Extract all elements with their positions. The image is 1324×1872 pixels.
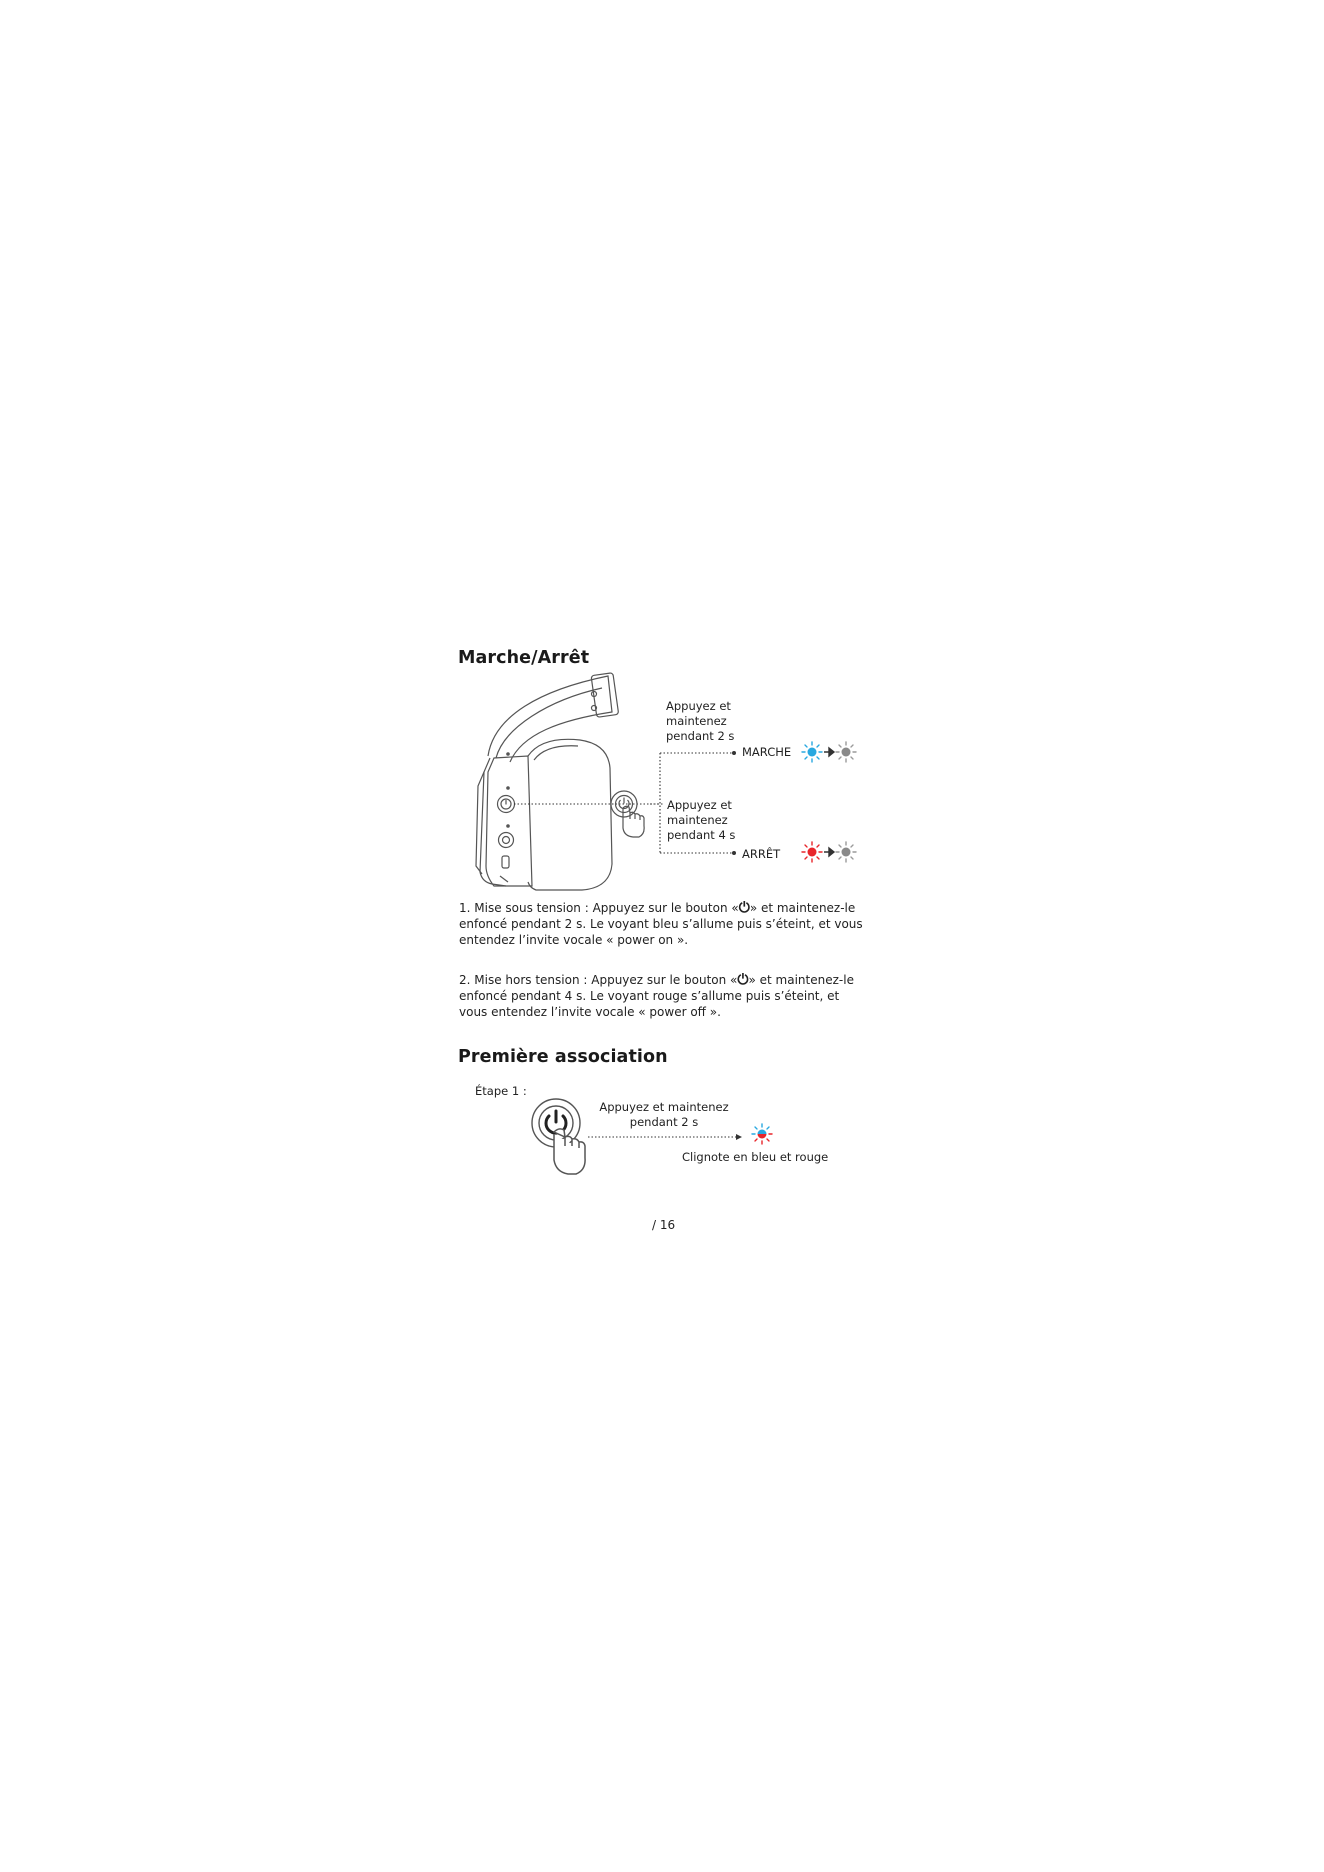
led-grey-icon <box>835 841 857 863</box>
blink-label: Clignote en bleu et rouge <box>682 1150 829 1164</box>
step-label: Étape 1 : <box>475 1084 527 1098</box>
paragraph-power-off: 2. Mise hors tension : Appuyez sur le bouton «⏻» et maintenez-le enfoncé pendant 4 s. Le voyant rouge s’allume puis s’éteint, et vous entendez l’invite vocale « power off ». <box>459 972 854 1019</box>
led-red-icon <box>801 841 823 863</box>
power-icon: ⏻ <box>738 900 750 916</box>
off-label: ARRÊT <box>742 847 781 861</box>
on-instruction: Appuyez et maintenez pendant 2 s <box>666 699 735 743</box>
page-number: / 16 <box>652 1218 676 1232</box>
paragraph-power-on: 1. Mise sous tension : Appuyez sur le bouton «⏻» et maintenez-le enfoncé pendant 2 s. Le voyant bleu s’allume puis s’éteint, et vous entendez l’invite vocale « power on ». <box>459 900 863 947</box>
section-title-marche-arret: Marche/Arrêt <box>458 648 590 668</box>
connector-line-step1 <box>588 1132 748 1142</box>
power-icon: ⏻ <box>737 972 749 988</box>
led-blue-icon <box>801 741 823 763</box>
led-blue-red-icon <box>751 1123 773 1145</box>
off-instruction: Appuyez et maintenez pendant 4 s <box>667 798 736 842</box>
hold-instruction: Appuyez et maintenez pendant 2 s <box>599 1100 729 1129</box>
hand-press-icon <box>530 1096 590 1176</box>
led-grey-icon <box>835 741 857 763</box>
hand-press-icon <box>606 788 650 840</box>
headphone-illustration <box>470 676 620 890</box>
on-label: MARCHE <box>742 745 792 759</box>
section-title-premiere-association: Première association <box>458 1047 668 1067</box>
